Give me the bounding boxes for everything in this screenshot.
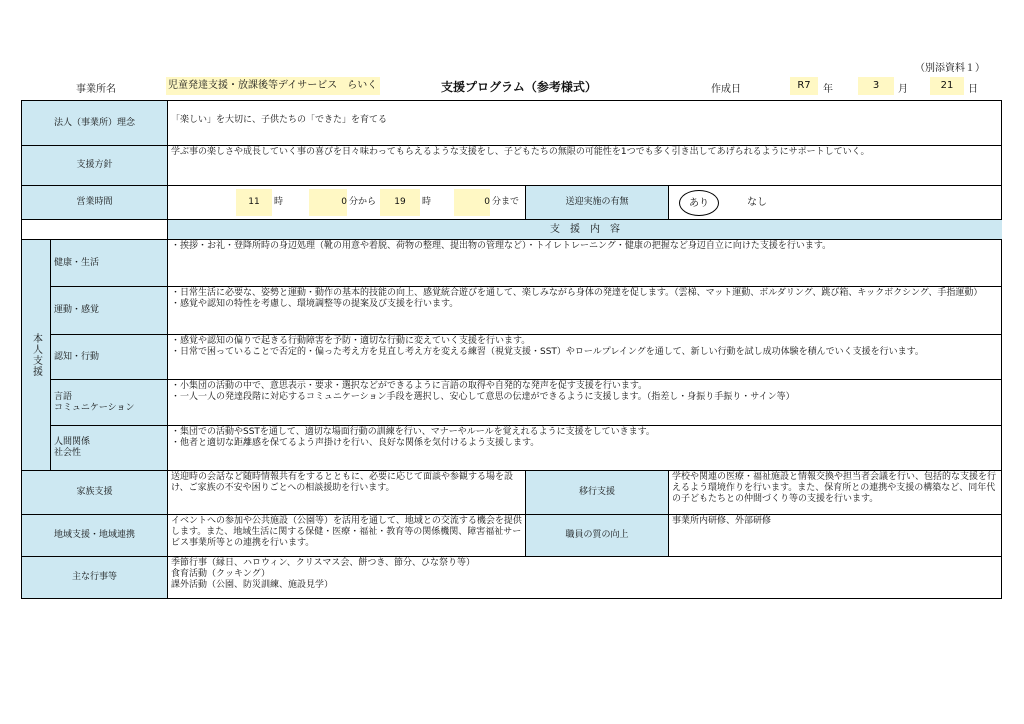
support-program-table (21, 100, 1002, 599)
attachment-note: （別添資料１） (915, 63, 985, 74)
domain-language-text[interactable]: ・小集団の活動の中で、意思表示・要求・選択などができるように言語の取得や自発的な発声を促す支援を行います。 ・一人一人の発達段階に対応するコミュニケーション手段を選択し、安心して意思の伝達ができるように支援します。（指差し・身振り手振り・サイン等） (167, 379, 1002, 425)
policy-text[interactable]: 学ぶ事の楽しさや成長していく事の喜びを日々味わってもらえるような支援をし、子どもたちの無限の可能性を1つでも多く引き出してあげられるようにサポートしていく。 (167, 145, 1002, 185)
hour-unit-end: 時 (422, 197, 432, 207)
start-minute-field[interactable]: 0 (309, 189, 347, 216)
support-content-header: 支 援 内 容 (167, 219, 1002, 239)
support-header-blank (22, 219, 167, 239)
office-name-field[interactable]: 児童発達支援・放課後等デイサービス らいく (166, 77, 380, 95)
philosophy-label: 法人（事業所）理念 (22, 101, 167, 145)
domain-social-label: 人間関係 社会性 (50, 425, 167, 470)
self-support-label-text: 本人支援 (30, 333, 42, 377)
transition-support-text[interactable]: 学校や関連の医療・福祉施設と情報交換や担当者会議を行い、包括的な支援を行えるよう環境作りを行います。また、保育所との連携や支援の構築など、同年代の子どもたちとの仲間づくり等の支援を行います。 (668, 470, 1002, 514)
staff-quality-label: 職員の質の向上 (525, 514, 668, 556)
staff-quality-text[interactable]: 事業所内研修、外部研修 (668, 514, 1002, 556)
created-date-label: 作成日 (711, 84, 741, 95)
document-title: 支援プログラム（参考様式） (441, 80, 597, 94)
business-hours-label: 営業時間 (22, 185, 167, 219)
from-text: 分から (349, 197, 377, 207)
domain-motor-label: 運動・感覚 (50, 286, 167, 334)
office-name-label: 事業所名 (76, 84, 116, 95)
year-unit: 年 (823, 84, 833, 95)
created-day-field[interactable]: 21 (930, 77, 964, 95)
philosophy-text[interactable]: 「楽しい」を大切に、子供たちの「できた」を育てる (167, 101, 1002, 145)
domain-cognition-text[interactable]: ・感覚や認知の偏りで起きる行動障害を予防・適切な行動に変えていく支援を行います。 ・日常で困っていることで否定的・偏った考え方を見直し考え方を変える練習（視覚支援・SST）やロールプレイングを通して、新しい行動を試し成功体験を積んでいく支援を行います。 (167, 334, 1002, 379)
start-hour-field[interactable]: 11 (236, 189, 272, 216)
domain-motor-text[interactable]: ・日常生活に必要な、姿勢と運動・動作の基本的技能の向上、感覚統合遊びを通して、楽しみながら身体の発達を促します。（雲梯、マット運動、ボルダリング、跳び箱、キックボクシング、手指運動） ・感覚や認知の特性を考慮し、環境調整等の提案及び支援を行います。 (167, 286, 1002, 334)
hour-unit-start: 時 (274, 197, 284, 207)
family-support-text[interactable]: 送迎時の会話など随時情報共有をするとともに、必要に応じて面談や参観する場を設け、ご家族の不安や困りごとへの相談援助を行います。 (167, 470, 525, 514)
end-hour-field[interactable]: 19 (380, 189, 420, 216)
self-support-label (22, 239, 50, 470)
day-unit: 日 (968, 84, 978, 95)
month-unit: 月 (898, 84, 908, 95)
domain-language-label: 言語 コミュニケーション (50, 379, 167, 425)
transport-yes-option[interactable]: あり (679, 190, 719, 216)
transition-support-label: 移行支援 (525, 470, 668, 514)
transport-options (668, 185, 1002, 219)
domain-cognition-label: 認知・行動 (50, 334, 167, 379)
created-year-field[interactable]: R7 (790, 77, 818, 95)
domain-health-label: 健康・生活 (50, 239, 167, 286)
business-hours-row (167, 185, 525, 219)
domain-social-text[interactable]: ・集団での活動やSSTを通して、適切な場面行動の訓練を行い、マナーやルールを覚えれるように支援をしていきます。 ・他者と適切な距離感を保てるよう声掛けを行い、良好な関係を気付けるよう支援します。 (167, 425, 1002, 470)
end-minute-field[interactable]: 0 (454, 189, 490, 216)
family-support-label: 家族支援 (22, 470, 167, 514)
until-text: 分まで (492, 197, 520, 207)
transport-label: 送迎実施の有無 (525, 185, 668, 219)
community-support-label: 地域支援・地域連携 (22, 514, 167, 556)
community-support-text[interactable]: イベントへの参加や公共施設（公園等）を活用を通して、地域との交流する機会を提供します。また、地域生活に関する保健・医療・福祉・教育等の関係機関、障害福祉サービス事業所等との連携を行います。 (167, 514, 525, 556)
domain-health-text[interactable]: ・挨拶・お礼・登降所時の身辺処理（靴の用意や着脱、荷物の整理、提出物の管理など）・トイレトレーニング・健康の把握など身辺自立に向けた支援を行います。 (167, 239, 1002, 286)
main-events-label: 主な行事等 (22, 556, 167, 598)
created-month-field[interactable]: 3 (858, 77, 894, 95)
transport-no-option[interactable]: なし (747, 197, 767, 208)
main-events-text[interactable]: 季節行事（縁日、ハロウィン、クリスマス会、餅つき、節分、ひな祭り等） 食育活動（クッキング） 課外活動（公園、防災訓練、施設見学） (167, 556, 1002, 598)
policy-label: 支援方針 (22, 145, 167, 185)
